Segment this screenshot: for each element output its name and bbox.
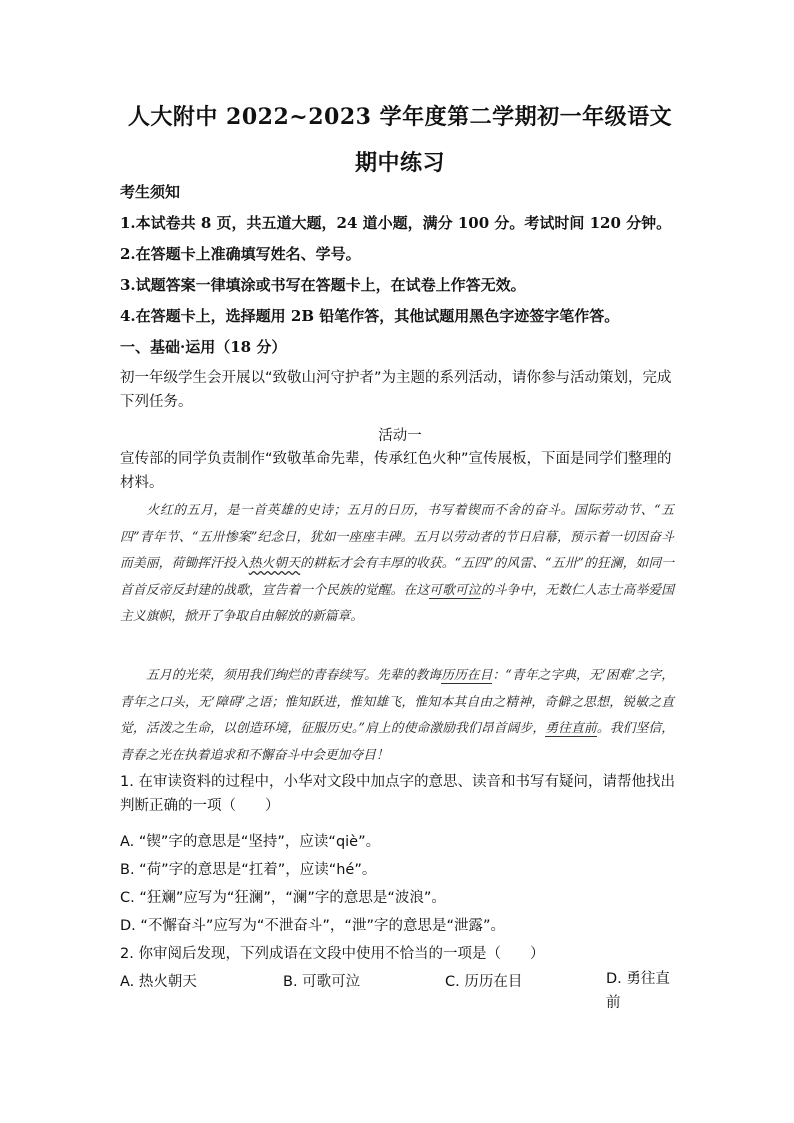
notice-item-4: 4.在答题卡上，选择题用 2B 铅笔作答，其他试题用黑色字迹签字笔作答。 — [120, 307, 620, 325]
idiom-kegekeqi: 可歌可泣 — [429, 582, 481, 598]
question-1-option-c: C. “狂斓”应写为“狂澜”，“澜”字的意思是“波浪”。 — [120, 890, 446, 906]
notice-heading: 考生须知 — [120, 183, 181, 201]
section-heading: 一、基础·运用（18 分） — [120, 338, 287, 356]
idiom-rehuochaotian: 热火朝天 — [248, 556, 301, 571]
question-2-option-a: A. 热火朝天 — [120, 974, 197, 990]
page-title: 人大附中 2022~2023 学年度第二学期初一年级语文期中练习 — [127, 104, 673, 176]
activity-desc: 宣传部的同学负责制作“致敬革命先辈，传承红色火种”宣传展板，下面是同学们整理的材料。 — [120, 451, 672, 491]
question-1-stem: 1. 在审读资料的过程中，小华对文段中加点字的意思、读音和书写有疑问，请帮他找出判断正确的一项（ ） — [120, 774, 675, 814]
notice-item-2: 2.在答题卡上准确填写姓名、学号。 — [120, 245, 361, 263]
passage-paragraph-1: 火红的五月，是一首英雄的史诗；五月的日历，书写着锲而不舍的奋斗。国际劳动节、“五四”青年节、“五卅惨案”纪念日，犹如一座座丰碑。五月以劳动者的节日启幕，预示着一切因奋斗而美丽，荷锄挥汗投入热火朝天的耕耘才会有丰厚的收获。“五四”的风雷、“五卅”的狂澜，如同一首首反帝反封建的战歌，宣告着一个民族的觉醒。在这可歌可泣的斗争中，无数仁人志士高举爱国主义旗帜，掀开了争取自由解放的新篇章。 — [120, 503, 675, 624]
notice-item-3: 3.试题答案一律填涂或书写在答题卡上，在试卷上作答无效。 — [120, 276, 526, 294]
question-1-option-a: A. “锲”字的意思是“坚持”，应读“qiè”。 — [120, 834, 381, 850]
question-2-option-d: D. 勇往直前 — [606, 971, 670, 1011]
question-1-option-b: B. “荷”字的意思是“扛着”，应读“hé”。 — [120, 862, 377, 878]
question-2-option-b: B. 可歌可泣 — [283, 974, 361, 990]
idiom-lilizaimu: 历历在目 — [441, 668, 493, 683]
question-2-stem: 2. 你审阅后发现，下列成语在文段中使用不恰当的一项是（ ） — [120, 946, 545, 962]
passage-paragraph-2: 五月的光荣，须用我们绚烂的青春续写。先辈的教诲历历在目：“青年之字典，无‘困难’之字，青年之口头，无‘障碍’之语；惟知跃进，惟知雄飞，惟知本其自由之精神，奇僻之思想，锐敏之直觉，活泼之生命，以创造环境，征服历史。”肩上的使命激励我们昂首阔步，勇往直前。我们坚信，青春之光在执着追求和不懈奋斗中会更加夺目！ — [120, 668, 675, 763]
question-2-option-c: C. 历历在目 — [445, 974, 523, 990]
idiom-yongwangzhiqian: 勇往直前 — [545, 721, 597, 736]
question-1-option-d: D. “不懈奋斗”应写为“不泄奋斗”，“泄”字的意思是“泄露”。 — [120, 918, 505, 934]
notice-item-1: 1.本试卷共 8 页，共五道大题，24 道小题，满分 100 分。考试时间 120 分钟。 — [120, 214, 672, 232]
activity-title: 活动一 — [378, 428, 422, 444]
section-intro: 初一年级学生会开展以“致敬山河守护者”为主题的系列活动，请你参与活动策划，完成下列任务。 — [120, 370, 672, 410]
